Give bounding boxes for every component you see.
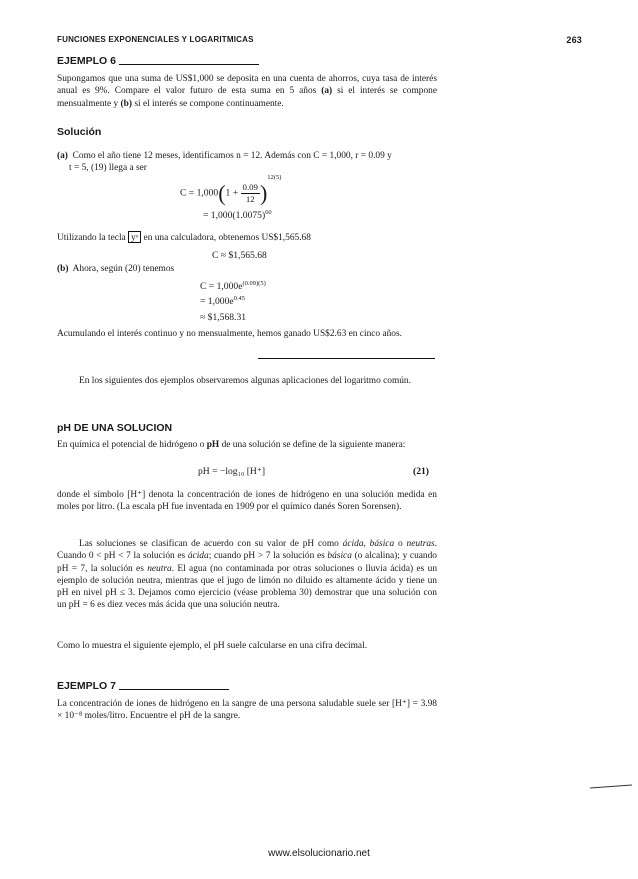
example-7-heading xyxy=(57,680,229,692)
ph-para-2-text: (o alcalina); y cuando pH = 7, la solución es xyxy=(57,551,437,574)
eq5-exponent: 0.45 xyxy=(233,294,246,302)
equation-3 xyxy=(212,250,267,261)
eq2-text: = 1,000(1.0075) xyxy=(203,210,266,221)
part-b-line: Ahora, según (20) tenemos xyxy=(72,264,175,274)
equation-1: C = 1,000(1 + $\frac{0.09}{12}$ )$^{12(5)}$ xyxy=(180,174,282,206)
example-7-problem xyxy=(57,698,437,723)
chapter-title: FUNCIONES EXPONENCIALES Y LOGARITMICAS xyxy=(57,35,254,44)
example-6-heading xyxy=(57,55,259,67)
example-7-text: La concentración de iones de hidrógeno en la sangre de una persona saludable suele ser [H⁺] = 3.98 × 10⁻⁸ moles/litro. Encuentre el pH de la sangre. xyxy=(57,699,437,722)
eq4-text: C = 1,000e xyxy=(200,281,243,292)
solution-heading xyxy=(57,126,101,138)
calc-text-2: en una calculadora, obtenemos US$1,565.68 xyxy=(141,233,311,243)
heading-rule xyxy=(119,64,259,65)
ph-para-1: donde el símbolo [H⁺] denota la concentración de iones de hidrógeno en una solución medida en moles por litro. (La escala pH fue inventada en 1909 por el químico danés Soren Sorensen). xyxy=(57,490,437,513)
ph-formula-text: pH = −log₁₀ [H⁺] xyxy=(198,466,266,477)
formula-number xyxy=(413,466,429,477)
problem-line: Supongamos que una suma de US$1,000 se deposita en una cuenta de ahorros, cuya tasa de xyxy=(57,74,410,84)
problem-line: si el interés se xyxy=(332,86,398,97)
part-a-line-1: Como el año tiene 12 meses, identificamos n = 12. Además con C = 1,000, r = 0.09 y xyxy=(72,151,392,161)
equation-5 xyxy=(200,296,245,307)
calculator-text xyxy=(57,231,437,244)
ph-def-bold: pH xyxy=(206,440,220,450)
ph-para-2-italic: ácida, básica xyxy=(342,539,395,549)
part-a-line-2: t = 5, (19) llega a ser xyxy=(69,163,147,174)
calc-text-1: Utilizando la tecla xyxy=(57,233,129,243)
eq2-exponent: 60 xyxy=(265,208,272,216)
example-6-title: EJEMPLO 6 xyxy=(57,55,116,67)
calculator-key: yˣ xyxy=(128,231,141,243)
ph-def-text-2: de una solución se define de la siguiente manera: xyxy=(219,440,406,450)
eq6-text: ≈ $1,568.31 xyxy=(200,312,247,323)
page-number: 263 xyxy=(566,35,582,45)
ph-definition xyxy=(57,439,437,451)
eq1-lhs: C = 1,000 xyxy=(180,187,219,199)
eq1-numerator: 0.09 xyxy=(242,182,258,192)
ph-para-2-text: ; cuando pH > 7 la solución es xyxy=(208,551,328,562)
intro-paragraph xyxy=(57,375,437,387)
formula-number-text: (21) xyxy=(413,466,429,477)
ph-para-2-text: . Cuando 0 < pH < 7 la solución es xyxy=(57,539,438,562)
part-a-ref: (a) xyxy=(321,86,333,97)
ph-para-2-text: Las soluciones se clasifican de acuerdo con su valor de pH como xyxy=(79,539,343,549)
part-b-ref: (b) xyxy=(120,98,132,109)
example-6-problem xyxy=(57,73,437,110)
problem-line: interés anual es 9%. Compare el valor futuro de esta suma en 5 años xyxy=(57,74,437,97)
ph-para-2-italic: básica xyxy=(327,551,352,562)
end-example-rule xyxy=(258,358,435,359)
eq4-exponent: (0.09)(5) xyxy=(242,279,266,287)
running-header xyxy=(57,35,582,45)
part-a-label: (a) xyxy=(57,151,68,161)
part-a-text xyxy=(57,150,437,175)
ph-para-2-italic: neutra xyxy=(147,563,172,574)
footer-url[interactable] xyxy=(0,848,638,859)
intro-text: En los siguientes dos ejemplos observaremos algunas aplicaciones del logaritmo común. xyxy=(79,376,411,386)
eq3-text: C ≈ $1,565.68 xyxy=(212,250,267,261)
ph-def-text-1: En química el potencial de hidrógeno o xyxy=(57,440,207,450)
conclusion-text xyxy=(57,328,437,340)
part-b-label: (b) xyxy=(57,264,69,274)
ph-para-2-text: . El agua (no contaminada por otras soluciones o lluvia ácida) es un ejemplo de solución neutra, mientras que el jugo de limón no diluido es altamente ácido y tiene un pH en nivel pH ≤ 3. Dejamos como ejercicio (véase problema 30) demostrar que una solución con un pH = 6 es diez veces más ácida que una solución neutra. xyxy=(57,563,438,611)
solution-title: Solución xyxy=(57,126,102,138)
eq1-fraction xyxy=(241,182,260,205)
ph-paragraph-3 xyxy=(57,640,437,652)
ph-para-2-italic: neutras xyxy=(406,539,435,549)
ph-paragraph-1 xyxy=(57,489,437,514)
equation-6 xyxy=(200,312,246,323)
part-b-text xyxy=(57,263,437,275)
problem-line: compone mensualmente y xyxy=(57,86,437,109)
eq1-one: 1 + xyxy=(225,187,239,199)
ph-section-heading xyxy=(57,422,172,434)
heading-rule xyxy=(119,689,229,690)
problem-line: si el interés se compone continuamente. xyxy=(132,98,284,109)
ph-para-2-text: o xyxy=(394,539,407,549)
ph-paragraph-2 xyxy=(57,538,437,612)
ph-formula xyxy=(198,466,265,477)
equation-2 xyxy=(203,210,272,221)
ph-para-3: Como lo muestra el siguiente ejemplo, el pH suele calcularse en una cifra decimal. xyxy=(57,641,368,651)
eq1-exponent: 12(5) xyxy=(267,174,282,181)
pen-stroke-mark xyxy=(590,785,632,789)
equation-4 xyxy=(200,281,266,292)
eq5-text: = 1,000e xyxy=(200,296,234,307)
ph-title: pH DE UNA SOLUCION xyxy=(57,422,173,434)
example-7-title: EJEMPLO 7 xyxy=(57,680,116,692)
eq1-denominator: 12 xyxy=(245,194,255,204)
ph-para-2-italic: ácida xyxy=(187,551,209,562)
footer-link[interactable]: www.elsolucionario.net xyxy=(268,848,370,859)
conclusion: Acumulando el interés continuo y no mensualmente, hemos ganado US$2.63 en cinco años. xyxy=(57,329,402,339)
